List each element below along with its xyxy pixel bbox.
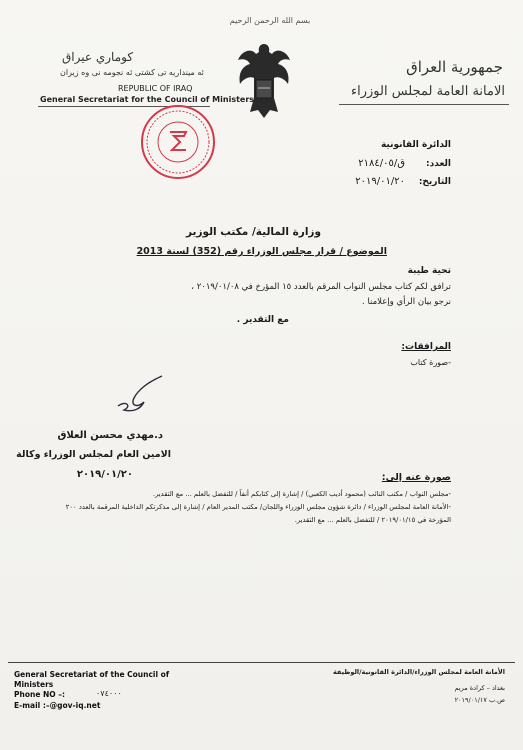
body-line-2: نرجو بيان الرأي وإعلامنا .: [362, 297, 451, 307]
closing: مع التقدير .: [236, 315, 289, 325]
number-label: العدد:: [426, 159, 451, 169]
republic-en: REPUBLIC OF IRAQ: [118, 84, 193, 93]
recipient: وزارة المالية/ مكتب الوزير: [186, 226, 321, 238]
number-value: ق/٢١٨٤/٠٥: [358, 158, 405, 169]
header-right-rule: [339, 104, 509, 105]
date-label: التاريخ:: [418, 177, 451, 187]
basmala: بسم الله الرحمن الرحيم: [229, 16, 311, 25]
footer-en-line-2: Ministers: [14, 680, 54, 689]
signature-date: ٢٠١٩/٠١/٢٠: [76, 469, 133, 480]
footer-email: E-mail :–@gov-iq.net: [14, 701, 101, 710]
body-line-1: ترافق لكم كتاب مجلس النواب المرقم بالعدد ١٥ المؤرخ في ٢٠١٩/٠١/٠٨ ،: [191, 282, 451, 292]
republic-ar: جمهورية العراق: [406, 58, 503, 76]
footer-ar-line-3: ص.ب ٢٠١٩/٠١/١٧: [454, 696, 505, 704]
footer-phone-value: ٠٧٤٠٠٠: [96, 689, 122, 698]
subject: الموضوع / قرار مجلس الوزراء رقم (352) لسنة 2013: [136, 246, 387, 257]
greeting: تحية طيبة: [407, 266, 451, 276]
cc-line-3: المؤرخة في ٢٠١٩/٠١/١٥ / للتفضل بالعلم ... مع التقدير.: [294, 516, 451, 524]
footer-rule: [8, 662, 515, 663]
department-name: الدائرة القانونية: [380, 140, 451, 150]
cc-line-2: -الأمانة العامة لمجلس الوزراء / دائرة شؤون مجلس الوزراء واللجان/ مكتب المدير العام / إشارة إلى مذكرتكم الداخلية المرقمة بالعدد ٢٠٠: [65, 503, 451, 511]
council-en: General Secretariat for the Council of Ministers: [40, 95, 255, 104]
kurdish-council: ئه مینداریه تی كشتی ئه نجومه نی وه زیران: [60, 68, 204, 77]
signatory-name: د.مهدي محسن العلاق: [57, 430, 163, 441]
footer-phone-label: Phone NO –:: [14, 690, 66, 699]
footer-ar-line-1: الأمانة العامة لمجلس الوزراء/الدائرة القانونية/الوظيفة: [332, 668, 505, 676]
footer-ar-line-2: بغداد – كرادة مريم: [454, 684, 505, 692]
attachments-item: -صورة كتاب: [410, 358, 451, 367]
signatory-title: الامين العام لمجلس الوزراء وكالة: [16, 449, 171, 460]
eagle-emblem-icon: [234, 40, 294, 122]
council-ar: الامانة العامة لمجلس الوزراء: [351, 84, 505, 99]
kurdish-republic: كوماري عيراق: [62, 50, 134, 64]
attachments-label: المرافقات:: [401, 342, 451, 352]
footer-en-line-1: General Secretariat of the Council of: [14, 670, 170, 679]
cc-label: صورة عنه إلى:: [381, 472, 451, 483]
date-value: ٢٠١٩/٠١/٢٠: [355, 176, 405, 187]
handwritten-signature: [110, 372, 170, 422]
official-stamp-icon: [138, 102, 218, 182]
cc-line-1: -مجلس النواب / مكتب النائب (محمود أديب الكعبي) / إشارة إلى كتابكم أنفاً / للتفضل بالعلم ... مع التقدير.: [152, 490, 451, 498]
